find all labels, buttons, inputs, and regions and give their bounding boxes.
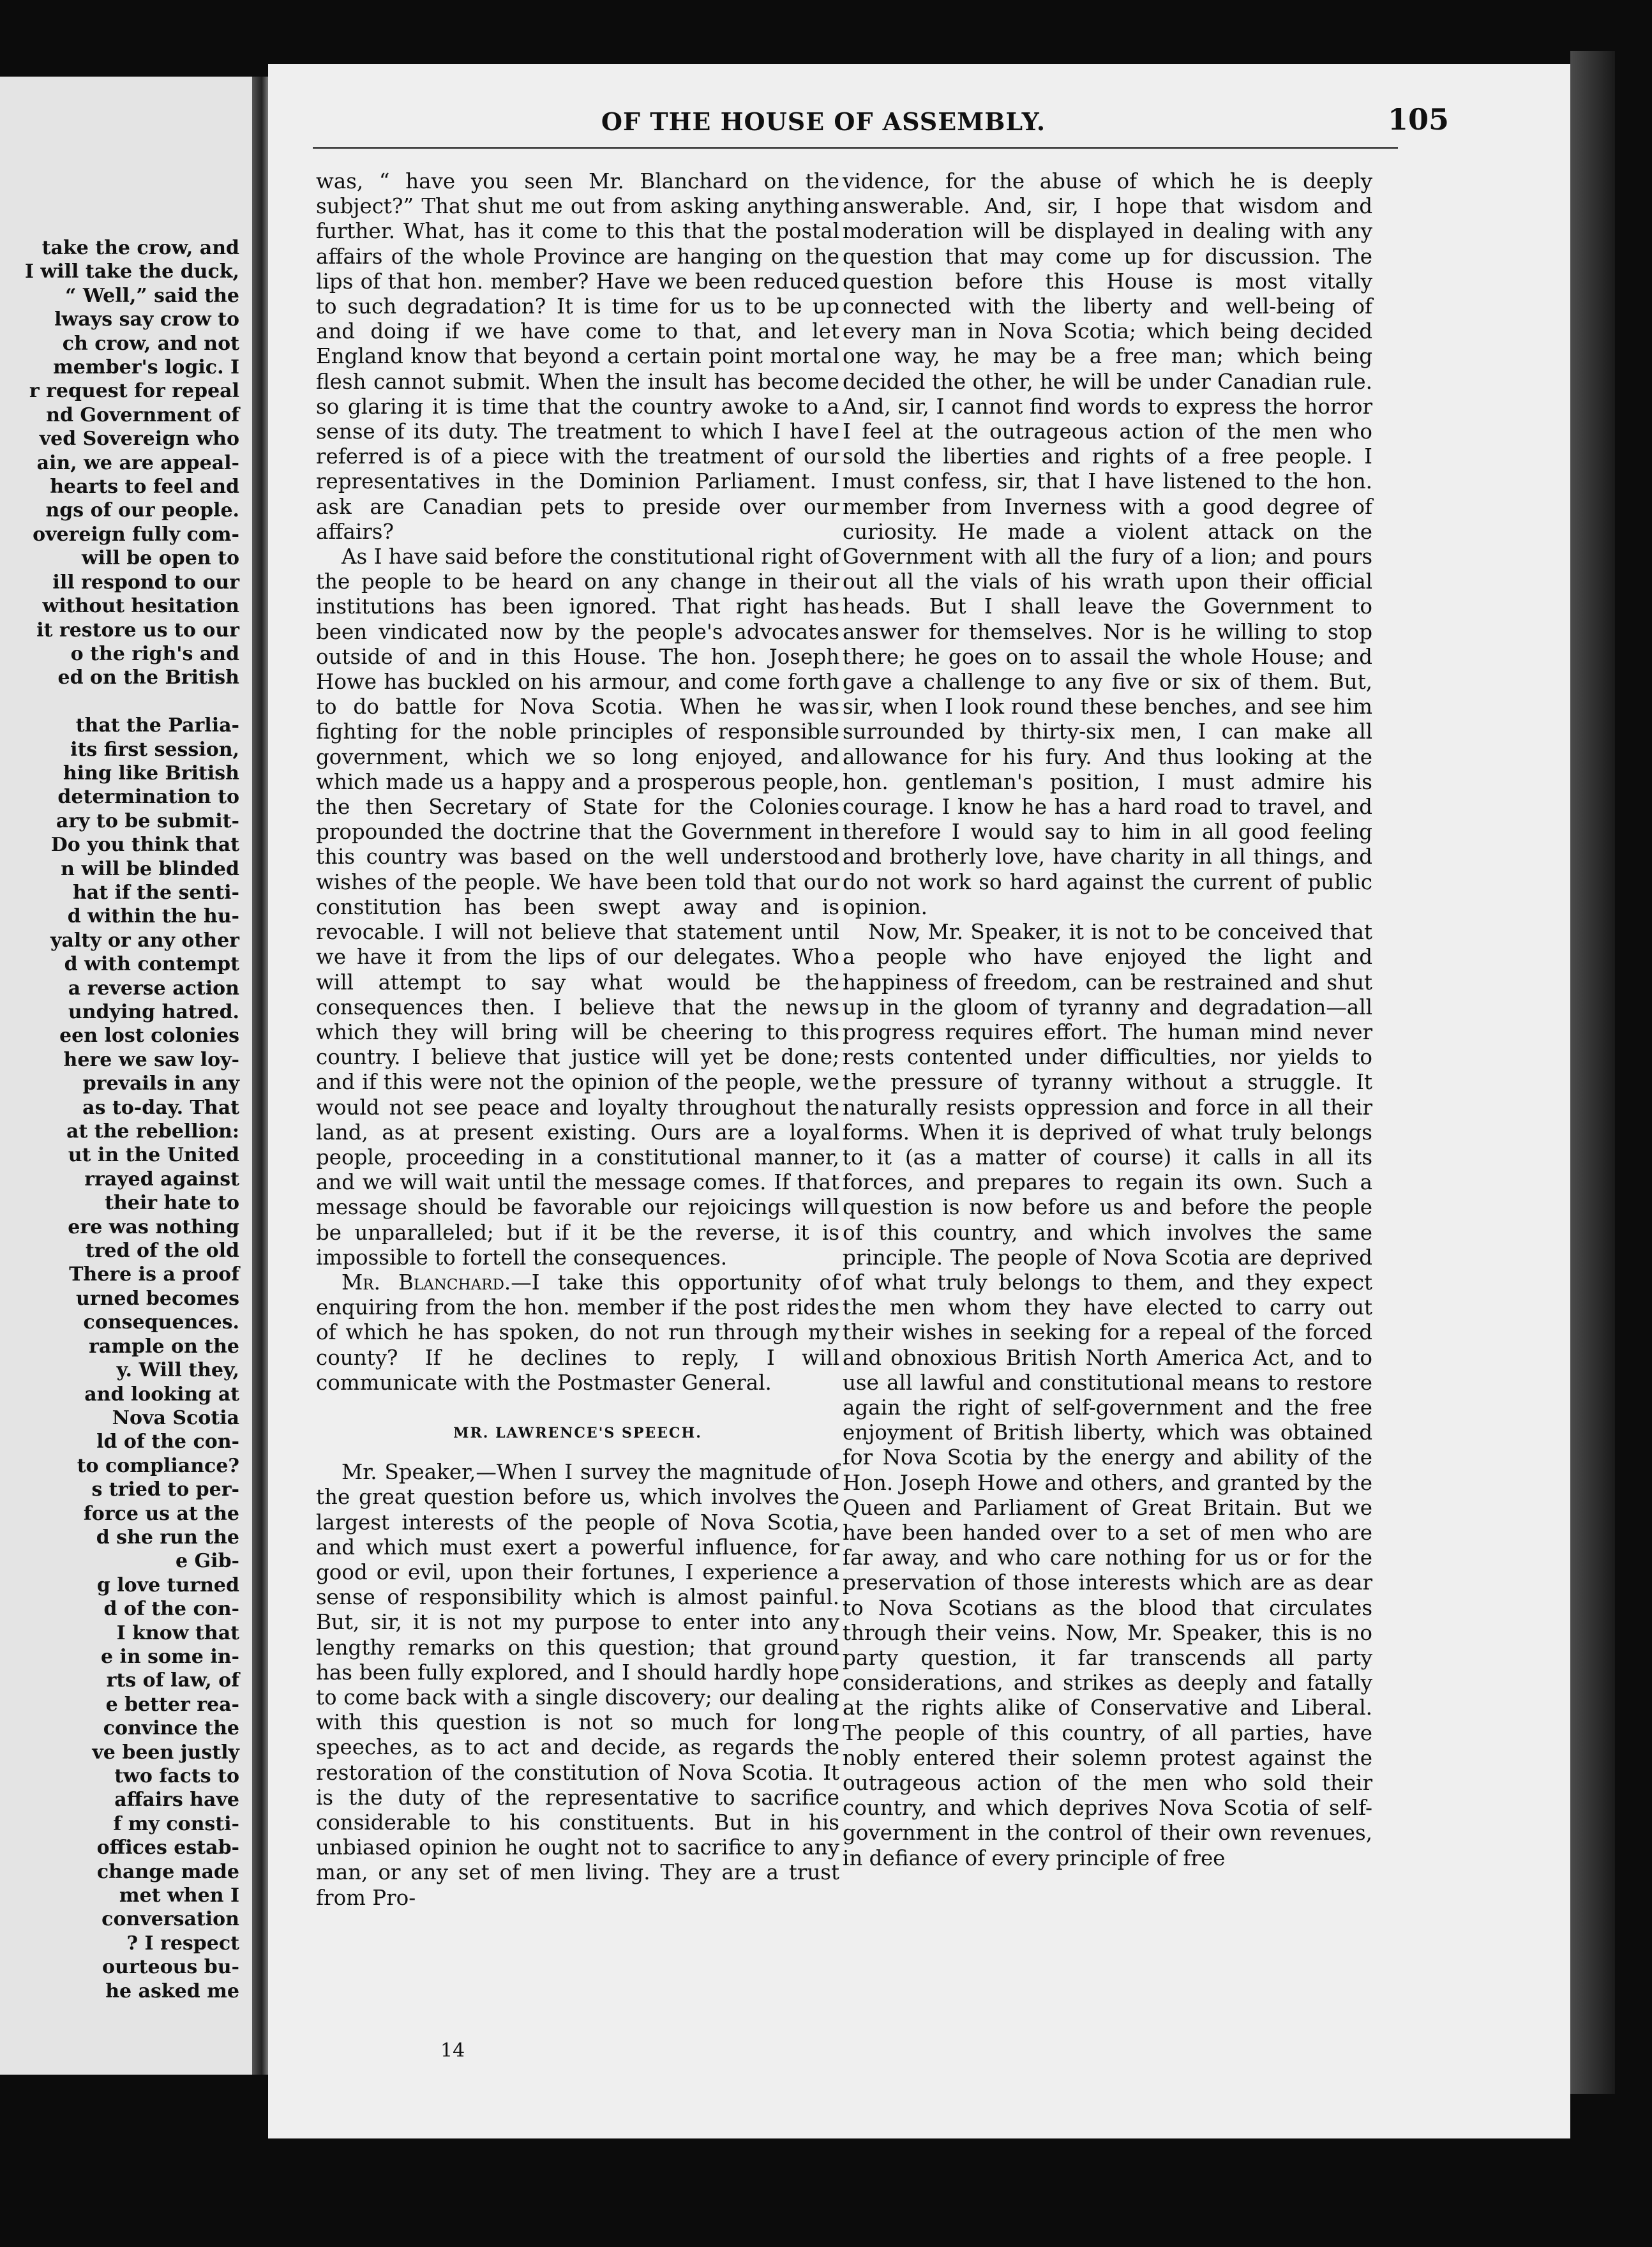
blanchard-paragraph: [316, 1270, 839, 1395]
speaker-name: Mr. Blanchard.: [342, 1270, 511, 1295]
header-rule: [313, 147, 1398, 149]
section-heading: MR. LAWRENCE'S SPEECH.: [453, 1424, 702, 1441]
right-column: [843, 169, 1372, 1871]
paragraph: As I have said before the constitutional right of the people to be heard on any change in their institutions has been ignored. That right has been vindicated now by the people's advocates outside of and in this House. The hon. Joseph Howe has buckled on his armour, and come forth to do battle for Nova Scotia. When he was fighting for the noble principles of responsible government, which we so long enjoyed, and which made us a happy and a prosperous people, the then Secretary of State for the Colonies propounded the doctrine that the Government in this country was based on the well understood wishes of the people. We have been told that our constitution has been swept away and is revocable. I will not believe that statement until we have it from the lips of our delegates. Who will attempt to say what would be the consequences then. I believe that the news which they will bring will be cheering to this country. I believe that justice will yet be done; and if this were not the opinion of the people, we would not see peace and loyalty throughout the land, as at present existing. Ours are a loyal people, proceeding in a constitutional manner, and we will wait until the message comes. If that message should be favorable our rejoicings will be unparalleled; but if it be the reverse, it is impossible to fortell the consequences.: [316, 545, 839, 1270]
page-number: 105: [1387, 102, 1449, 137]
page-edge-shadow: [1570, 51, 1615, 2094]
left-column: [316, 169, 839, 1911]
signature-folio: 14: [440, 2040, 465, 2062]
book-gutter: [252, 77, 268, 2075]
paragraph-text: —I take this opportunity of enquiring from the hon. member if the post rides of which he has spoken, do not run through my county? If he declines to reply, I will communicate with the Postmaster General.: [316, 1270, 839, 1395]
paragraph: Now, Mr. Speaker, it is not to be conceived that a people who have enjoyed the light and happiness of freedom, can be restrained and shut up in the gloom of tyranny and degradation—all progress requires effort. The human mind never rests contented under difficulties, nor yields to the pressure of tyranny without a struggle. It naturally resists oppression and force in all their forms. When it is deprived of what truly belongs to it (as a matter of course) it calls in all its forces, and prepares to regain its own. Such a question is now before us and before the people of this country, and which involves the same principle. The people of Nova Scotia are deprived of what truly belongs to them, and they expect the men whom they have elected to carry out their wishes in seeking for a repeal of the forced and obnoxious British North America Act, and to use all lawful and constitutional means to restore again the right of self-government and the free enjoyment of British liberty, which was obtained for Nova Scotia by the energy and ability of the Hon. Joseph Howe and others, and granted by the Queen and Parliament of Great Britain. But we have been handed over to a set of men who are far away, and who care nothing for us or for the preservation of those interests which are as dear to Nova Scotians as the blood that circulates through their veins. Now, Mr. Speaker, this is no party question, it far transcends all party considerations, and strikes as deeply and fatally at the rights alike of Conservative and Liberal. The people of this country, of all parties, have nobly entered their solemn protest against the outrageous action of the men who sold their country, and which deprives Nova Scotia of self-government in the control of their own revenues, in defiance of every principle of free: [843, 920, 1372, 1870]
paragraph: Mr. Speaker,—When I survey the magnitude of the great question before us, which involves the largest interests of the people of Nova Scotia, and which must exert a powerful influence, for good or evil, upon their fortunes, I experience a sense of responsibility which is almost painful. But, sir, it is not my purpose to enter into any lengthy remarks on this question; that ground has been fully explored, and I should hardly hope to come back with a single discovery; our dealing with this question is not so much for long speeches, as to act and decide, as regards the restoration of the constitution of Nova Scotia. It is the duty of the representative to sacrifice considerable to his constituents. But in his unbiased opinion he ought not to sacrifice to any man, or any set of men living. They are a trust from Pro-: [316, 1460, 839, 1910]
facing-page-text: take the crow, and I will take the duck, “ Well,” said the lways say crow to ch crow, and not member's logic. I r request for repeal nd Government of ved Sovereign who ain, we are appeal- hearts to feel and ngs of our people. overeign fully com- will be open to ill respond to our without hesitation it restore us to our o the righ's and ed on the British that the Parlia- its first session, hing like British determination to ary to be submit- Do you think that n will be blinded hat if the senti- d within the hu- yalty or any other d with contempt a reverse action undying hatred. een lost colonies here we saw loy- prevails in any as to-day. That at the rebellion: ut in the United rrayed against their hate to ere was nothing tred of the old There is a proof urned becomes consequences. rample on the y. Will they, and looking at Nova Scotia ld of the con- to compliance? s tried to per- force us at the d she run the e Gib- g love turned d of the con- I know that e in some in- rts of law, of e better rea- convince the ve been justly two facts to affairs have f my consti- offices estab- change made met when I conversation ? I respect ourteous bu- he asked me: [24, 237, 239, 2003]
paragraph: vidence, for the abuse of which he is deeply answerable. And, sir, I hope that wisdom and moderation will be displayed in dealing with any question that may come up for discussion. The question before this House is most vitally connected with the liberty and well-being of every man in Nova Scotia; which being decided one way, he may be a free man; which being decided the other, he will be under Canadian rule. And, sir, I cannot find words to express the horror I feel at the outrageous action of the men who sold the liberties and rights of a free people. I must confess, sir, that I have listened to the hon. member from Inverness with a good degree of curiosity. He made a violent attack on the Government with all the fury of a lion; and pours out all the vials of his wrath upon their official heads. But I shall leave the Government to answer for themselves. Nor is he willing to stop there; he goes on to assail the whole House; and gave a challenge to any five or six of them. But, sir, when I look round these benches, and see him surrounded by thirty-six men, I can make all allowance for his fury. And thus looking at the hon. gentleman's position, I must admire his courage. I know he has a hard road to travel, and therefore I would say to him in all good feeling and brotherly love, have charity in all things, and do not work so hard against the current of public opinion.: [843, 169, 1372, 919]
facing-page: [0, 77, 252, 2075]
running-head: OF THE HOUSE OF ASSEMBLY.: [601, 107, 1046, 136]
paragraph: was, “ have you seen Mr. Blanchard on the subject?” That shut me out from asking anything further. What, has it come to this that the postal affairs of the whole Province are hanging on the lips of that hon. member? Have we been reduced to such degradation? It is time for us to be up and doing if we have come to that, and let England know that beyond a certain point mortal flesh cannot submit. When the insult has become so glaring it is time that the country awoke to a sense of its duty. The treatment to which I have referred is of a piece with the treatment of our representatives in the Dominion Parliament. I ask are Canadian pets to preside over our affairs?: [316, 169, 839, 544]
